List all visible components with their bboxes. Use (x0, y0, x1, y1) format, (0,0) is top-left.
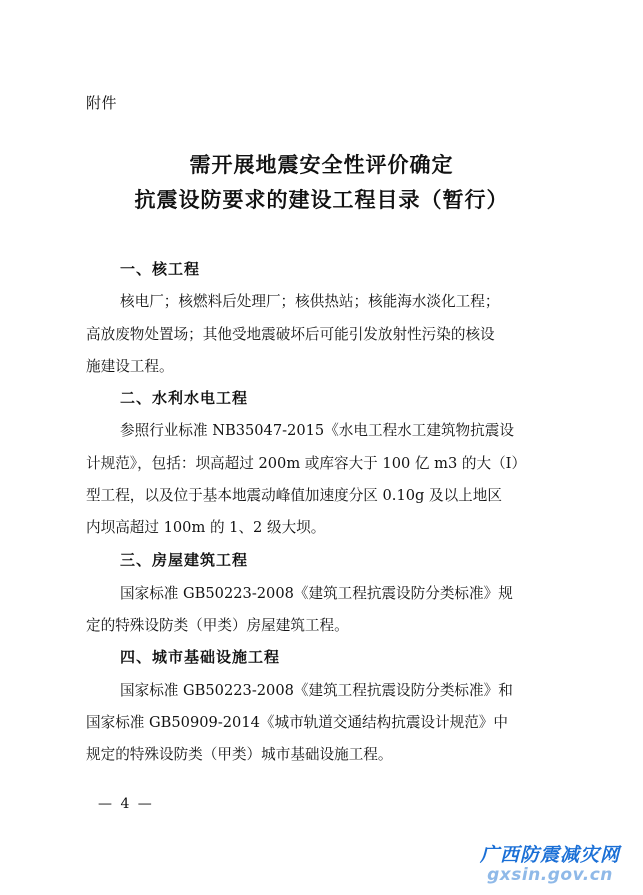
section-heading-nuclear: 一、核工程 (120, 260, 201, 278)
watermark-site-url: gxsin.gov.cn (487, 865, 613, 885)
section-text-line: 内坝高超过 100m 的 1、2 级大坝。 (86, 519, 326, 536)
section-text-line: 国家标准 GB50223-2008《建筑工程抗震设防分类标准》规 (120, 585, 513, 602)
section-text-line: 施建设工程。 (86, 358, 174, 375)
section-text-line: 核电厂；核燃料后处理厂；核供热站；核能海水淡化工程； (120, 293, 500, 310)
section-text-line: 高放废物处置场；其他受地震破坏后可能引发放射性污染的核设 (86, 326, 495, 343)
attachment-label: 附件 (86, 94, 118, 112)
document-title-line-2: 抗震设防要求的建设工程目录（暂行） (134, 187, 509, 212)
site-watermark (465, 846, 635, 884)
section-heading-infrastructure: 四、城市基础设施工程 (120, 648, 281, 666)
document-title-line-1: 需开展地震安全性评价确定 (189, 152, 454, 177)
section-text-line: 计规范》，包括：坝高超过 200m 或库容大于 100 亿 m3 的大（Ⅰ） (86, 455, 527, 472)
section-heading-building: 三、房屋建筑工程 (120, 551, 249, 569)
section-heading-hydro: 二、水利水电工程 (120, 389, 249, 407)
section-text-line: 国家标准 GB50223-2008《建筑工程抗震设防分类标准》和 (120, 682, 513, 699)
section-text-line: 参照行业标准 NB35047-2015《水电工程水工建筑物抗震设 (120, 422, 514, 439)
section-text-line: 型工程，以及位于基本地震动峰值加速度分区 0.10g 及以上地区 (86, 487, 502, 504)
page-number: — 4 — (98, 796, 154, 812)
section-text-line: 定的特殊设防类（甲类）房屋建筑工程。 (86, 617, 349, 634)
section-text-line: 规定的特殊设防类（甲类）城市基础设施工程。 (86, 746, 393, 763)
section-text-line: 国家标准 GB50909-2014《城市轨道交通结构抗震设计规范》中 (86, 714, 508, 731)
watermark-site-name: 广西防震减灾网 (479, 844, 620, 866)
